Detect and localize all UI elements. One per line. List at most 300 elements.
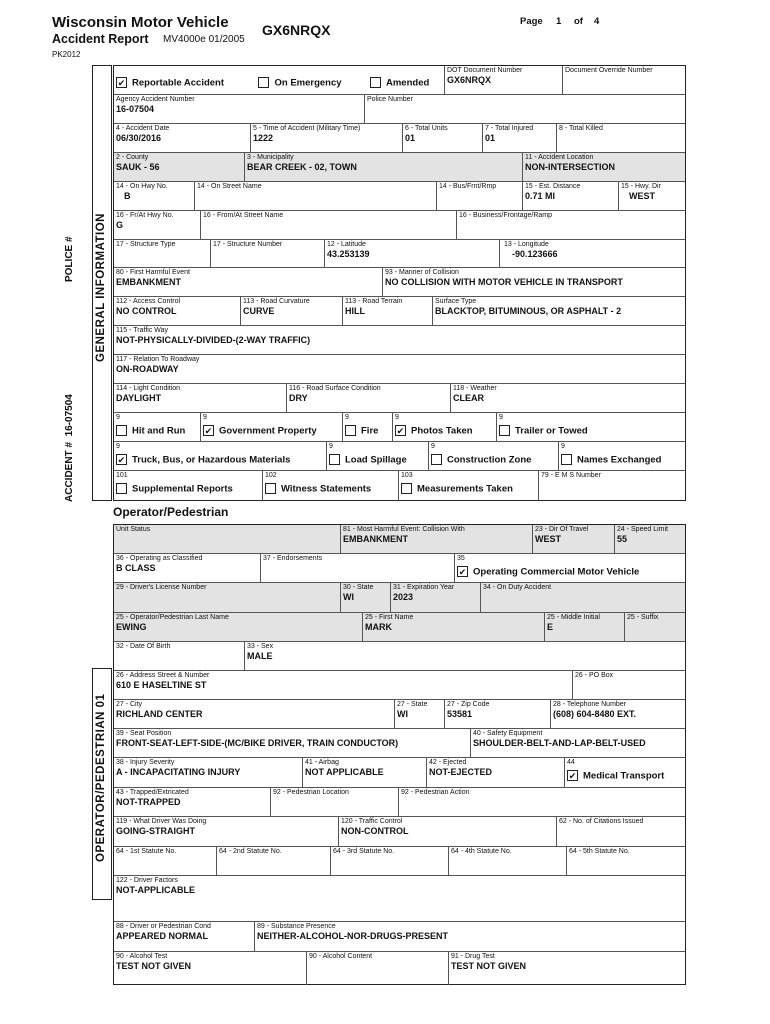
field-label: 103: [401, 472, 413, 479]
field-label: 14 - Bus/Frnt/Rmp: [439, 183, 497, 190]
form-cell: [114, 153, 244, 181]
form-cell: [618, 182, 687, 210]
field-label: Document Override Number: [565, 67, 653, 74]
field-value: E: [547, 622, 554, 632]
form-cell: [114, 758, 302, 787]
field-label: 64 - 1st Statute No.: [116, 848, 177, 855]
first-name: MARK: [365, 622, 392, 632]
field-label: 113 - Road Curvature: [243, 298, 310, 305]
form-cell: [426, 758, 564, 787]
amended-checkbox[interactable]: [370, 77, 381, 88]
form-cell: [114, 642, 244, 670]
form-row: [114, 442, 685, 471]
field-label: 6 - Total Units: [405, 125, 448, 132]
field-label: 102: [265, 472, 277, 479]
form-cell: [306, 952, 448, 985]
cmv-checkbox[interactable]: ✔: [458, 567, 467, 578]
checkbox-label: Amended: [386, 77, 430, 89]
field-label: 35: [457, 555, 465, 562]
field-label: 64 - 5th Statute No.: [569, 848, 630, 855]
form-cell: [496, 413, 687, 441]
witness-checkbox[interactable]: [265, 483, 276, 494]
field-value: SHOULDER-BELT-AND-LAP-BELT-USED: [473, 738, 646, 748]
checkbox-label: Witness Statements: [281, 483, 372, 495]
form-cell: [556, 817, 687, 846]
field-value: DAYLIGHT: [116, 393, 162, 403]
field-label: 42 - Ejected: [429, 759, 467, 766]
form-row: [114, 471, 685, 501]
form-cell: [114, 525, 340, 553]
field-label: 114 - Light Condition: [116, 385, 181, 392]
form-row: [114, 66, 685, 95]
form-cell: [522, 182, 618, 210]
form-cell: [114, 471, 262, 501]
checkbox-label: Reportable Accident: [132, 77, 225, 89]
form-cell: [362, 613, 544, 641]
fire-checkbox[interactable]: [345, 425, 356, 436]
police-label: POLICE #: [64, 236, 75, 282]
form-cell: [262, 471, 398, 501]
form-cell: [550, 700, 687, 728]
field-label: 23 - Dir Of Travel: [535, 526, 589, 533]
field-label: Police Number: [367, 96, 413, 103]
form-cell: [254, 922, 687, 951]
form-cell: [114, 95, 364, 123]
field-label: 4 - Accident Date: [116, 125, 170, 132]
field-label: 25 - Suffix: [627, 614, 659, 621]
form-cell: [114, 211, 200, 239]
field-label: 90 - Alcohol Content: [309, 953, 373, 960]
checkbox-label: Load Spillage: [345, 454, 407, 466]
form-cell: [340, 583, 390, 612]
form-cell: [402, 124, 482, 152]
field-label: 34 - On Duty Accident: [483, 584, 552, 591]
form-cell: [114, 583, 340, 612]
field-value: HILL: [345, 306, 365, 316]
latitude: 43.253139: [327, 249, 370, 259]
field-label: 16 - From/At Street Name: [203, 212, 284, 219]
form-row: [114, 847, 685, 876]
form-cell: [566, 847, 687, 875]
checkbox-label: Trailer or Towed: [515, 425, 588, 437]
form-row: [114, 922, 685, 952]
form-row: [114, 817, 685, 847]
field-label: 39 - Seat Position: [116, 730, 172, 737]
form-cell: [392, 413, 482, 441]
form-cell: [432, 297, 687, 325]
field-label: 9: [431, 443, 435, 450]
form-cell: [330, 847, 448, 875]
form-cell: [194, 182, 436, 210]
field-label: 9: [561, 443, 565, 450]
field-label: 25 - Middle Initial: [547, 614, 600, 621]
form-cell: [544, 613, 624, 641]
field-label: 64 - 2nd Statute No.: [219, 848, 282, 855]
form-row: [114, 240, 685, 268]
field-value: B: [124, 191, 131, 201]
field-label: 2 - County: [116, 154, 149, 161]
field-label: 33 - Sex: [247, 643, 274, 650]
field-value: GOING-STRAIGHT: [116, 826, 195, 836]
address: 610 E HASELTINE ST: [116, 680, 207, 690]
form-cell: [614, 525, 687, 553]
field-value: EMBANKMENT: [343, 534, 408, 544]
page-current: 1: [556, 16, 562, 27]
field-label: 14 - On Street Name: [197, 183, 262, 190]
checkbox-label: Construction Zone: [447, 454, 532, 466]
field-label: 26 - Address Street & Number: [116, 672, 210, 679]
field-label: 8 - Total Killed: [559, 125, 603, 132]
form-cell: [114, 268, 382, 296]
checkbox-label: On Emergency: [274, 77, 342, 89]
form-cell: [340, 525, 532, 553]
operator-label: OPERATOR/PEDESTRIAN 01: [95, 693, 107, 862]
form-cell: [114, 326, 687, 354]
form-cell: [394, 700, 444, 728]
checkbox-label: Supplemental Reports: [132, 483, 233, 495]
field-label: 3 - Municipality: [247, 154, 294, 161]
dot-doc-value: GX6NRQX: [447, 75, 492, 85]
form-code: MV4000e 01/2005: [163, 34, 245, 45]
field-value: DRY: [289, 393, 308, 403]
field-label: 64 - 3rd Statute No.: [333, 848, 395, 855]
form-cell: [564, 758, 687, 787]
field-label: 17 - Structure Number: [213, 241, 283, 248]
medical-checkbox[interactable]: ✔: [568, 771, 577, 782]
form-cell: [482, 124, 556, 152]
field-value: WEST: [629, 191, 655, 201]
field-label: 30 - State: [343, 584, 374, 591]
form-cell: [428, 442, 558, 470]
form-row: [114, 729, 685, 758]
form-subtitle: Accident Report: [52, 32, 149, 46]
field-label: 116 - Road Surface Condition: [289, 385, 381, 392]
field-label: 101: [116, 472, 128, 479]
form-cell: [210, 240, 324, 267]
field-value: NO CONTROL: [116, 306, 177, 316]
form-row: [114, 326, 685, 355]
field-value: CURVE: [243, 306, 275, 316]
field-value: 53581: [447, 709, 473, 719]
form-cell: [114, 297, 240, 325]
field-label: 28 - Telephone Number: [553, 701, 627, 708]
photos-checkbox[interactable]: ✔: [396, 426, 405, 437]
field-label: 113 - Road Terrain: [345, 298, 403, 305]
emergency-checkbox[interactable]: [258, 77, 269, 88]
form-row: [114, 384, 685, 413]
field-value: A - INCAPACITATING INJURY: [116, 767, 241, 777]
field-label: 9: [329, 443, 333, 450]
form-cell: [338, 817, 556, 846]
field-label: 27 - Zip Code: [447, 701, 490, 708]
field-label: 15 - Est. Distance: [525, 183, 581, 190]
form-cell: [572, 671, 687, 699]
form-cell: [448, 847, 566, 875]
form-cell: [240, 297, 342, 325]
checkbox-label: Hit and Run: [132, 425, 186, 437]
municipality: BEAR CREEK - 02, TOWN: [247, 162, 357, 172]
general-info-label: GENERAL INFORMATION: [95, 213, 107, 362]
field-label: 40 - Safety Equipment: [473, 730, 543, 737]
form-cell: [480, 583, 687, 612]
field-label: 64 - 4th Statute No.: [451, 848, 512, 855]
field-label: 12 - Latitude: [327, 241, 366, 248]
form-cell: [398, 471, 538, 501]
form-row: [114, 182, 685, 211]
form-cell: [114, 876, 687, 921]
field-label: 9: [345, 414, 349, 421]
field-label: 43 - Trapped/Extricated: [116, 789, 189, 796]
form-cell: [342, 413, 392, 441]
form-cell: [364, 95, 687, 123]
field-label: 14 - On Hwy No.: [116, 183, 168, 190]
form-cell: [558, 442, 687, 470]
field-value: B CLASS: [116, 563, 156, 573]
form-row: [114, 95, 685, 124]
field-value: WI: [343, 592, 354, 602]
field-label: 15 - Hwy. Dir: [621, 183, 661, 190]
field-label: 38 - Injury Severity: [116, 759, 175, 766]
field-value: TEST NOT GIVEN: [451, 961, 527, 971]
accident-label: ACCIDENT # 16-07504: [64, 394, 75, 502]
form-cell: [244, 642, 687, 670]
accident-number: 16-07504: [64, 394, 75, 437]
form-cell: [244, 153, 522, 181]
form-cell: [216, 847, 330, 875]
field-label: 44: [567, 759, 575, 766]
field-value: NO COLLISION WITH MOTOR VEHICLE IN TRANSPORT: [385, 277, 623, 287]
field-label: 90 - Alcohol Test: [116, 953, 168, 960]
pk-code: PK2012: [52, 50, 81, 59]
form-cell: [470, 729, 687, 757]
form-cell: [114, 384, 286, 412]
field-label: Agency Accident Number: [116, 96, 195, 103]
field-label: 36 - Operating as Classified: [116, 555, 203, 562]
field-label: 27 - City: [116, 701, 143, 708]
field-value: NOT-PHYSICALLY-DIVIDED-(2-WAY TRAFFIC): [116, 335, 311, 345]
form-cell: [270, 788, 398, 816]
form-cell: [444, 700, 550, 728]
field-label: 24 - Speed Limit: [617, 526, 668, 533]
form-cell: [342, 297, 432, 325]
checkbox-label: Photos Taken: [411, 425, 473, 437]
field-value: WI: [397, 709, 408, 719]
longitude: -90.123666: [512, 249, 558, 259]
supplemental-checkbox[interactable]: [116, 483, 127, 494]
form-cell: [114, 554, 260, 582]
form-cell: [114, 613, 362, 641]
hitrun-checkbox[interactable]: [116, 425, 127, 436]
form-cell: [448, 952, 687, 985]
page-of: of: [574, 16, 583, 27]
form-cell: [260, 554, 454, 582]
form-row: [114, 583, 685, 613]
form-row: [114, 413, 685, 442]
field-label: 25 - First Name: [365, 614, 414, 621]
agency-number: 16-07504: [116, 104, 155, 114]
field-label: 13 - Longitude: [504, 241, 549, 248]
form-cell: [114, 700, 394, 728]
field-label: 91 - Drug Test: [451, 953, 495, 960]
field-value: 01: [405, 133, 416, 143]
field-value: APPEARED NORMAL: [116, 931, 209, 941]
field-label: 62 - No. of Citations Issued: [559, 818, 644, 825]
form-cell: [286, 384, 450, 412]
field-value: (608) 604-8480 EXT.: [553, 709, 637, 719]
form-cell: [562, 66, 687, 94]
form-cell: [556, 124, 687, 152]
general-info-table: [113, 65, 686, 501]
field-label: 115 - Traffic Way: [116, 327, 168, 334]
field-label: 88 - Driver or Pedestrian Cond: [116, 923, 211, 930]
form-row: [114, 876, 685, 922]
form-cell: [250, 124, 402, 152]
form-cell: [114, 847, 216, 875]
form-cell: [398, 788, 687, 816]
form-row: [114, 642, 685, 671]
county: SAUK - 56: [116, 162, 160, 172]
form-cell: [200, 413, 342, 441]
field-value: NOT-TRAPPED: [116, 797, 181, 807]
field-value: MALE: [247, 651, 273, 661]
form-cell: [200, 211, 456, 239]
field-label: Surface Type: [435, 298, 477, 305]
form-cell: [522, 153, 687, 181]
form-row: [114, 211, 685, 240]
field-label: 27 - State: [397, 701, 428, 708]
truck-checkbox[interactable]: ✔: [117, 455, 126, 466]
checkbox-label: Measurements Taken: [417, 483, 513, 495]
field-label: 89 - Substance Presence: [257, 923, 336, 930]
form-cell: [114, 922, 254, 951]
form-cell: [114, 240, 210, 267]
form-cell: [368, 66, 448, 94]
form-cell: [444, 66, 562, 94]
form-cell: [538, 471, 687, 501]
field-label: 92 - Pedestrian Location: [273, 789, 349, 796]
form-cell: [114, 182, 194, 210]
form-cell: [114, 442, 326, 470]
field-label: 5 - Time of Accident (Military Time): [253, 125, 361, 132]
field-label: 120 - Traffic Control: [341, 818, 403, 825]
field-label: Unit Status: [116, 526, 151, 533]
form-cell: [114, 124, 250, 152]
checkbox-label: Medical Transport: [583, 770, 665, 782]
govprop-checkbox[interactable]: ✔: [204, 426, 213, 437]
operator-table: [113, 524, 686, 985]
form-cell: [326, 442, 428, 470]
form-cell: [114, 729, 470, 757]
field-value: RICHLAND CENTER: [116, 709, 203, 719]
reportable-checkbox[interactable]: ✔: [117, 78, 126, 89]
field-value: NOT-APPLICABLE: [116, 885, 196, 895]
field-value: FRONT-SEAT-LEFT-SIDE-(MC/BIKE DRIVER, TRAIN CONDUCTOR): [116, 738, 399, 748]
field-value: 0.71 MI: [525, 191, 556, 201]
operator-section-title: Operator/Pedestrian: [113, 505, 229, 519]
page-label: Page: [520, 16, 543, 27]
page-total: 4: [594, 16, 600, 27]
checkbox-label: Names Exchanged: [577, 454, 662, 466]
field-label: 32 - Date Of Birth: [116, 643, 171, 650]
field-value: BLACKTOP, BITUMINOUS, OR ASPHALT - 2: [435, 306, 622, 316]
form-cell: [114, 817, 338, 846]
accident-time: 1222: [253, 133, 274, 143]
field-value: CLEAR: [453, 393, 484, 403]
form-cell: [382, 268, 687, 296]
form-row: [114, 355, 685, 384]
form-cell: [114, 952, 306, 985]
field-value: WEST: [535, 534, 561, 544]
construction-checkbox[interactable]: [431, 454, 442, 465]
form-row: [114, 952, 685, 985]
field-label: 7 - Total Injured: [485, 125, 534, 132]
field-value: 55: [617, 534, 628, 544]
form-cell: [390, 583, 480, 612]
field-value: ON-ROADWAY: [116, 364, 179, 374]
form-cell: [624, 613, 687, 641]
names-checkbox[interactable]: [561, 454, 572, 465]
field-label: 93 - Manner of Collision: [385, 269, 459, 276]
field-value: NON-CONTROL: [341, 826, 409, 836]
field-label: 9: [116, 443, 120, 450]
form-cell: [114, 788, 270, 816]
trailer-checkbox[interactable]: [499, 425, 510, 436]
field-label: 79 - E M S Number: [541, 472, 601, 479]
form-cell: [324, 240, 500, 267]
field-label: 11 - Accident Location: [525, 154, 594, 161]
document-number: GX6NRQX: [262, 22, 331, 38]
form-cell: [456, 211, 687, 239]
field-value: NEITHER-ALCOHOL-NOR-DRUGS-PRESENT: [257, 931, 448, 941]
accident-date: 06/30/2016: [116, 133, 162, 143]
field-label: 9: [116, 414, 120, 421]
field-label: 80 - First Harmful Event: [116, 269, 190, 276]
field-label: 41 - Airbag: [305, 759, 339, 766]
form-cell: [454, 554, 687, 582]
field-label: 118 - Weather: [453, 385, 497, 392]
field-label: 122 - Driver Factors: [116, 877, 178, 884]
field-label: 25 - Operator/Pedestrian Last Name: [116, 614, 229, 621]
form-row: [114, 788, 685, 817]
field-label: 92 - Pedestrian Action: [401, 789, 470, 796]
field-value: EMBANKMENT: [116, 277, 181, 287]
form-row: [114, 554, 685, 583]
field-label: 17 - Structure Type: [116, 241, 176, 248]
measurements-checkbox[interactable]: [401, 483, 412, 494]
form-row: [114, 268, 685, 297]
form-cell: [450, 384, 687, 412]
form-row: [114, 124, 685, 153]
field-label: 9: [203, 414, 207, 421]
form-row: [114, 700, 685, 729]
form-row: [114, 671, 685, 700]
checkbox-label: Fire: [361, 425, 379, 437]
form-cell: [436, 182, 522, 210]
field-label: 26 - PO Box: [575, 672, 614, 679]
field-label: DOT Document Number: [447, 67, 523, 74]
field-label: 119 - What Driver Was Doing: [116, 818, 207, 825]
form-row: [114, 613, 685, 642]
field-label: 112 - Access Control: [116, 298, 181, 305]
form-row: [114, 153, 685, 182]
field-label: 117 - Relation To Roadway: [116, 356, 200, 363]
field-label: 37 - Endorsements: [263, 555, 323, 562]
form-cell: [500, 240, 687, 267]
loadspill-checkbox[interactable]: [329, 454, 340, 465]
form-row: [114, 758, 685, 788]
checkbox-label: Truck, Bus, or Hazardous Materials: [132, 454, 291, 466]
field-label: 29 - Driver's License Number: [116, 584, 207, 591]
